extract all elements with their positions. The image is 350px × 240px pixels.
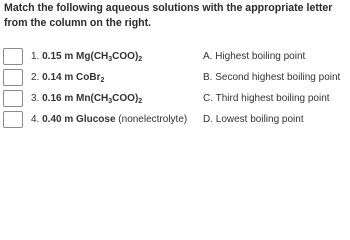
- answer-box-2[interactable]: [3, 69, 23, 86]
- solution-formula: CoBr$_2$: [76, 72, 105, 84]
- solution-concentration: 0.15 m: [42, 51, 74, 62]
- solution-4: [31, 113, 187, 126]
- solution-1: [31, 50, 142, 63]
- matching-row-3: [0, 90, 350, 109]
- solution-formula: $Mn(CH_3COO)_2$: [76, 93, 143, 105]
- solution-note: (nonelectrolyte): [118, 114, 188, 125]
- solution-3: [31, 92, 142, 105]
- solution-2: [31, 71, 104, 84]
- solution-concentration: 0.14 m: [42, 72, 74, 83]
- instructions-text: Match the following aqueous solutions with the appropriate letter from the column on the right.: [4, 2, 333, 29]
- solution-concentration: 0.40 m: [42, 114, 74, 125]
- choice-d: D. Lowest boiling point: [203, 114, 304, 125]
- choice-a: A. Highest boiling point: [203, 51, 306, 62]
- solution-number: 1.: [31, 51, 40, 62]
- solution-number: 2.: [31, 72, 40, 83]
- answer-box-4[interactable]: [3, 111, 23, 128]
- solution-formula: Glucose: [76, 114, 116, 125]
- answer-box-1[interactable]: [3, 48, 23, 65]
- choice-b: B. Second highest boiling point: [203, 72, 341, 83]
- solution-formula: $Mg(CH_3COO)_2$: [76, 51, 143, 63]
- answer-box-3[interactable]: [3, 90, 23, 107]
- matching-row-4: [0, 111, 350, 130]
- matching-row-2: [0, 69, 350, 88]
- solution-number: 3.: [31, 93, 40, 104]
- choice-c: C. Third highest boiling point: [203, 93, 330, 104]
- matching-row-1: [0, 48, 350, 67]
- solution-number: 4.: [31, 114, 40, 125]
- solution-concentration: 0.16 m: [42, 93, 74, 104]
